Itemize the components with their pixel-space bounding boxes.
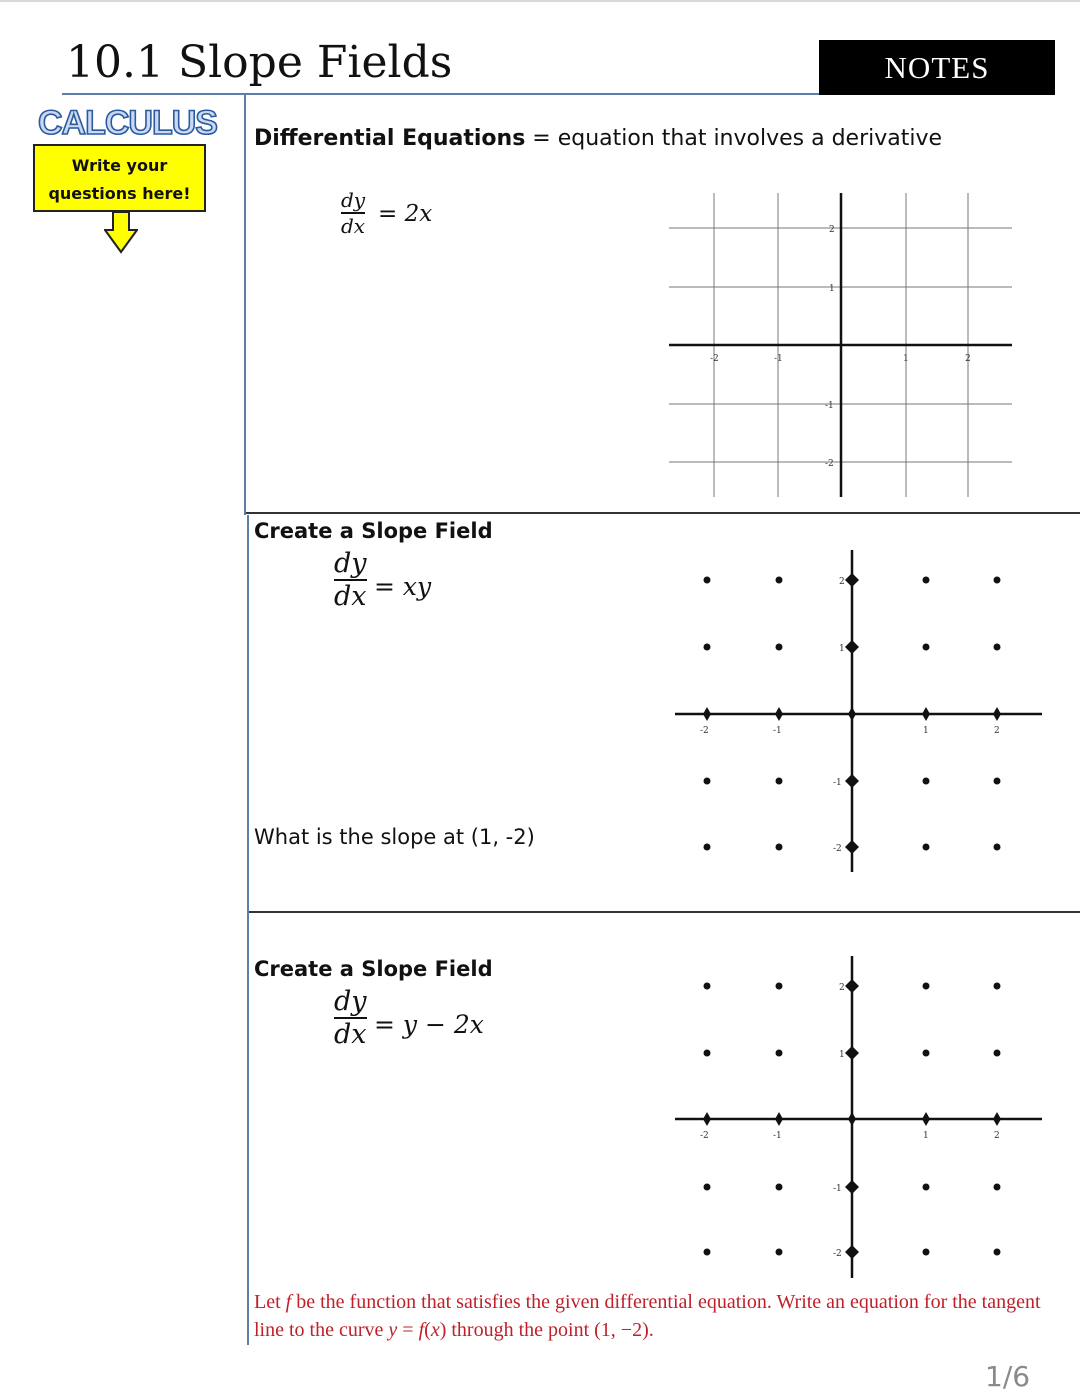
grid2-x-tick: 1 (923, 726, 929, 736)
section-divider-1 (246, 512, 1080, 514)
callout-line-1: Write your (71, 156, 168, 175)
equation3-rhs: = y − 2x (374, 1010, 484, 1039)
definition-heading (254, 126, 942, 151)
grid1-x-tick: 2 (965, 354, 971, 364)
grid3-x-tick: -2 (700, 1131, 709, 1141)
grid3-x-tick: 2 (994, 1131, 1000, 1141)
notes-badge: NOTES (819, 40, 1055, 95)
grid2-y-tick: 1 (839, 644, 845, 654)
equation1-rhs: = 2x (378, 201, 433, 227)
grid1-y-tick: 1 (829, 284, 835, 294)
grid3-y-tick: -2 (833, 1249, 842, 1259)
equation3-denominator: dx (334, 1019, 367, 1050)
grid1-x-tick: -1 (774, 354, 783, 364)
title-underline (62, 93, 822, 95)
grid3-y-tick: -1 (833, 1184, 842, 1194)
equation1-denominator: dx (341, 214, 366, 238)
grid2-x-tick: -2 (700, 726, 709, 736)
grid1-y-tick: -1 (825, 401, 834, 411)
grid3-y-tick: 1 (839, 1050, 845, 1060)
grid2-x-tick: -1 (773, 726, 782, 736)
tangent-line-prompt: Let f be the function that satisfies the given differential equation. Write an equation for the tangent line to the curve y = f(x) through the point (1, −2). (254, 1291, 1041, 1341)
slope-question: What is the slope at (1, -2) (254, 825, 535, 849)
equation1-fraction (341, 188, 365, 238)
top-border (0, 0, 1080, 2)
equation2-rhs: = xy (374, 572, 432, 601)
page-title: 10.1 Slope Fields (66, 37, 453, 88)
definition-text: = equation that involves a derivative (525, 126, 943, 151)
section3-heading: Create a Slope Field (254, 957, 493, 981)
grid2-y-tick: 2 (839, 577, 845, 587)
callout-line-2: questions here! (48, 184, 191, 203)
equation3-fraction (334, 986, 367, 1050)
grid3-x-tick: 1 (923, 1131, 929, 1141)
grid3-x-tick: -1 (773, 1131, 782, 1141)
equation3-numerator: dy (334, 986, 367, 1017)
grid1-y-tick: 2 (829, 225, 835, 235)
grid2-y-tick: -2 (833, 844, 842, 854)
grid1-x-tick: 1 (903, 354, 909, 364)
notes-column-divider-2 (247, 515, 249, 1345)
grid1-x-tick: -2 (710, 354, 719, 364)
equation1-numerator: dy (341, 188, 366, 212)
equation2-denominator: dx (334, 581, 367, 612)
equation2-numerator: dy (334, 548, 367, 579)
down-arrow-icon (104, 212, 138, 256)
grid2-y-tick: -1 (833, 778, 842, 788)
definition-term: Differential Equations (254, 126, 526, 151)
grid3-y-tick: 2 (839, 983, 845, 993)
grid2-x-tick: 2 (994, 726, 1000, 736)
section2-heading: Create a Slope Field (254, 519, 493, 543)
grid1-y-tick: -2 (825, 459, 834, 469)
questions-callout (33, 144, 206, 212)
equation2-fraction (334, 548, 367, 612)
page-indicator: 1/6 (985, 1360, 1031, 1393)
calculus-logo: CALCULUS (38, 104, 217, 142)
notes-column-divider-1 (244, 95, 246, 515)
section-divider-2 (249, 911, 1080, 913)
